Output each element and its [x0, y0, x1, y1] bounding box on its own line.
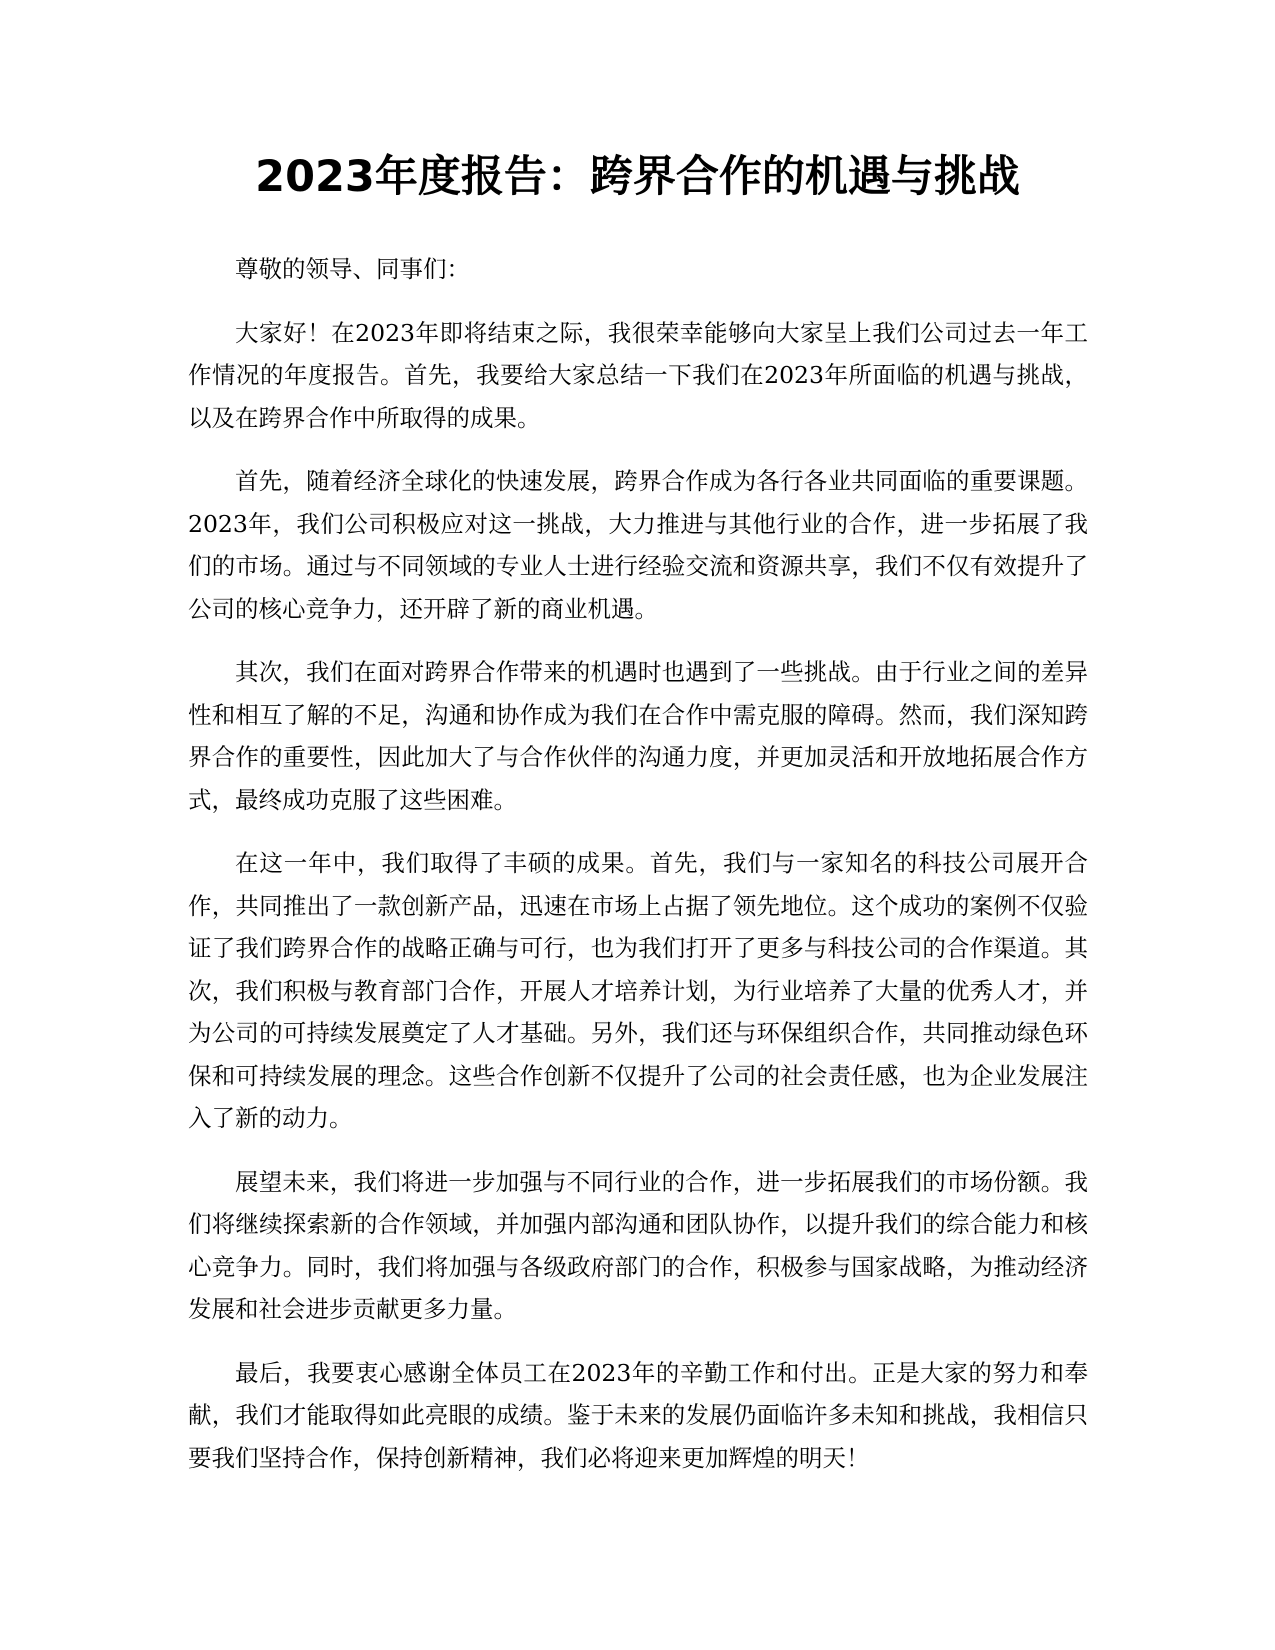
page-title: 2023年度报告：跨界合作的机遇与挑战 — [255, 152, 1020, 202]
paragraph-salutation: 尊敬的领导、同事们： — [235, 255, 470, 283]
paragraph-achievements: 在这一年中，我们取得了丰硕的成果。首先，我们与一家知名的科技公司展开合作，共同推出了一款创新产品，迅速在市场上占据了领先地位。这个成功的案例不仅验证了我们跨界合作的战略正确与可行，也为我们打开了更多与科技公司的合作渠道。其次，我们积极与教育部门合作，开展人才培养计划，为行业培养了大量的优秀人才，并为公司的可持续发展奠定了人才基础。另外，我们还与环保组织合作，共同推动绿色环保和可持续发展的理念。这些合作创新不仅提升了公司的社会责任感，也为企业发展注入了新的动力。 — [188, 849, 1088, 1132]
paragraph-outlook: 展望未来，我们将进一步加强与不同行业的合作，进一步拓展我们的市场份额。我们将继续探索新的合作领域，并加强内部沟通和团队协作，以提升我们的综合能力和核心竞争力。同时，我们将加强与各级政府部门的合作，积极参与国家战略，为推动经济发展和社会进步贡献更多力量。 — [188, 1167, 1088, 1323]
paragraph-opportunities: 首先，随着经济全球化的快速发展，跨界合作成为各行各业共同面临的重要课题。2023年，我们公司积极应对这一挑战，大力推进与其他行业的合作，进一步拓展了我们的市场。通过与不同领域的专业人士进行经验交流和资源共享，我们不仅有效提升了公司的核心竞争力，还开辟了新的商业机遇。 — [188, 467, 1088, 623]
paragraph-challenges: 其次，我们在面对跨界合作带来的机遇时也遇到了一些挑战。由于行业之间的差异性和相互了解的不足，沟通和协作成为我们在合作中需克服的障碍。然而，我们深知跨界合作的重要性，因此加大了与合作伙伴的沟通力度，并更加灵活和开放地拓展合作方式，最终成功克服了这些困难。 — [188, 658, 1088, 814]
document-body — [188, 248, 1088, 1500]
paragraph-closing: 最后，我要衷心感谢全体员工在2023年的辛勤工作和付出。正是大家的努力和奉献，我们才能取得如此亮眼的成绩。鉴于未来的发展仍面临许多未知和挑战，我相信只要我们坚持合作，保持创新精神，我们必将迎来更加辉煌的明天！ — [188, 1358, 1088, 1472]
paragraph-greeting: 大家好！在2023年即将结束之际，我很荣幸能够向大家呈上我们公司过去一年工作情况的年度报告。首先，我要给大家总结一下我们在2023年所面临的机遇与挑战，以及在跨界合作中所取得的成果。 — [188, 318, 1088, 432]
